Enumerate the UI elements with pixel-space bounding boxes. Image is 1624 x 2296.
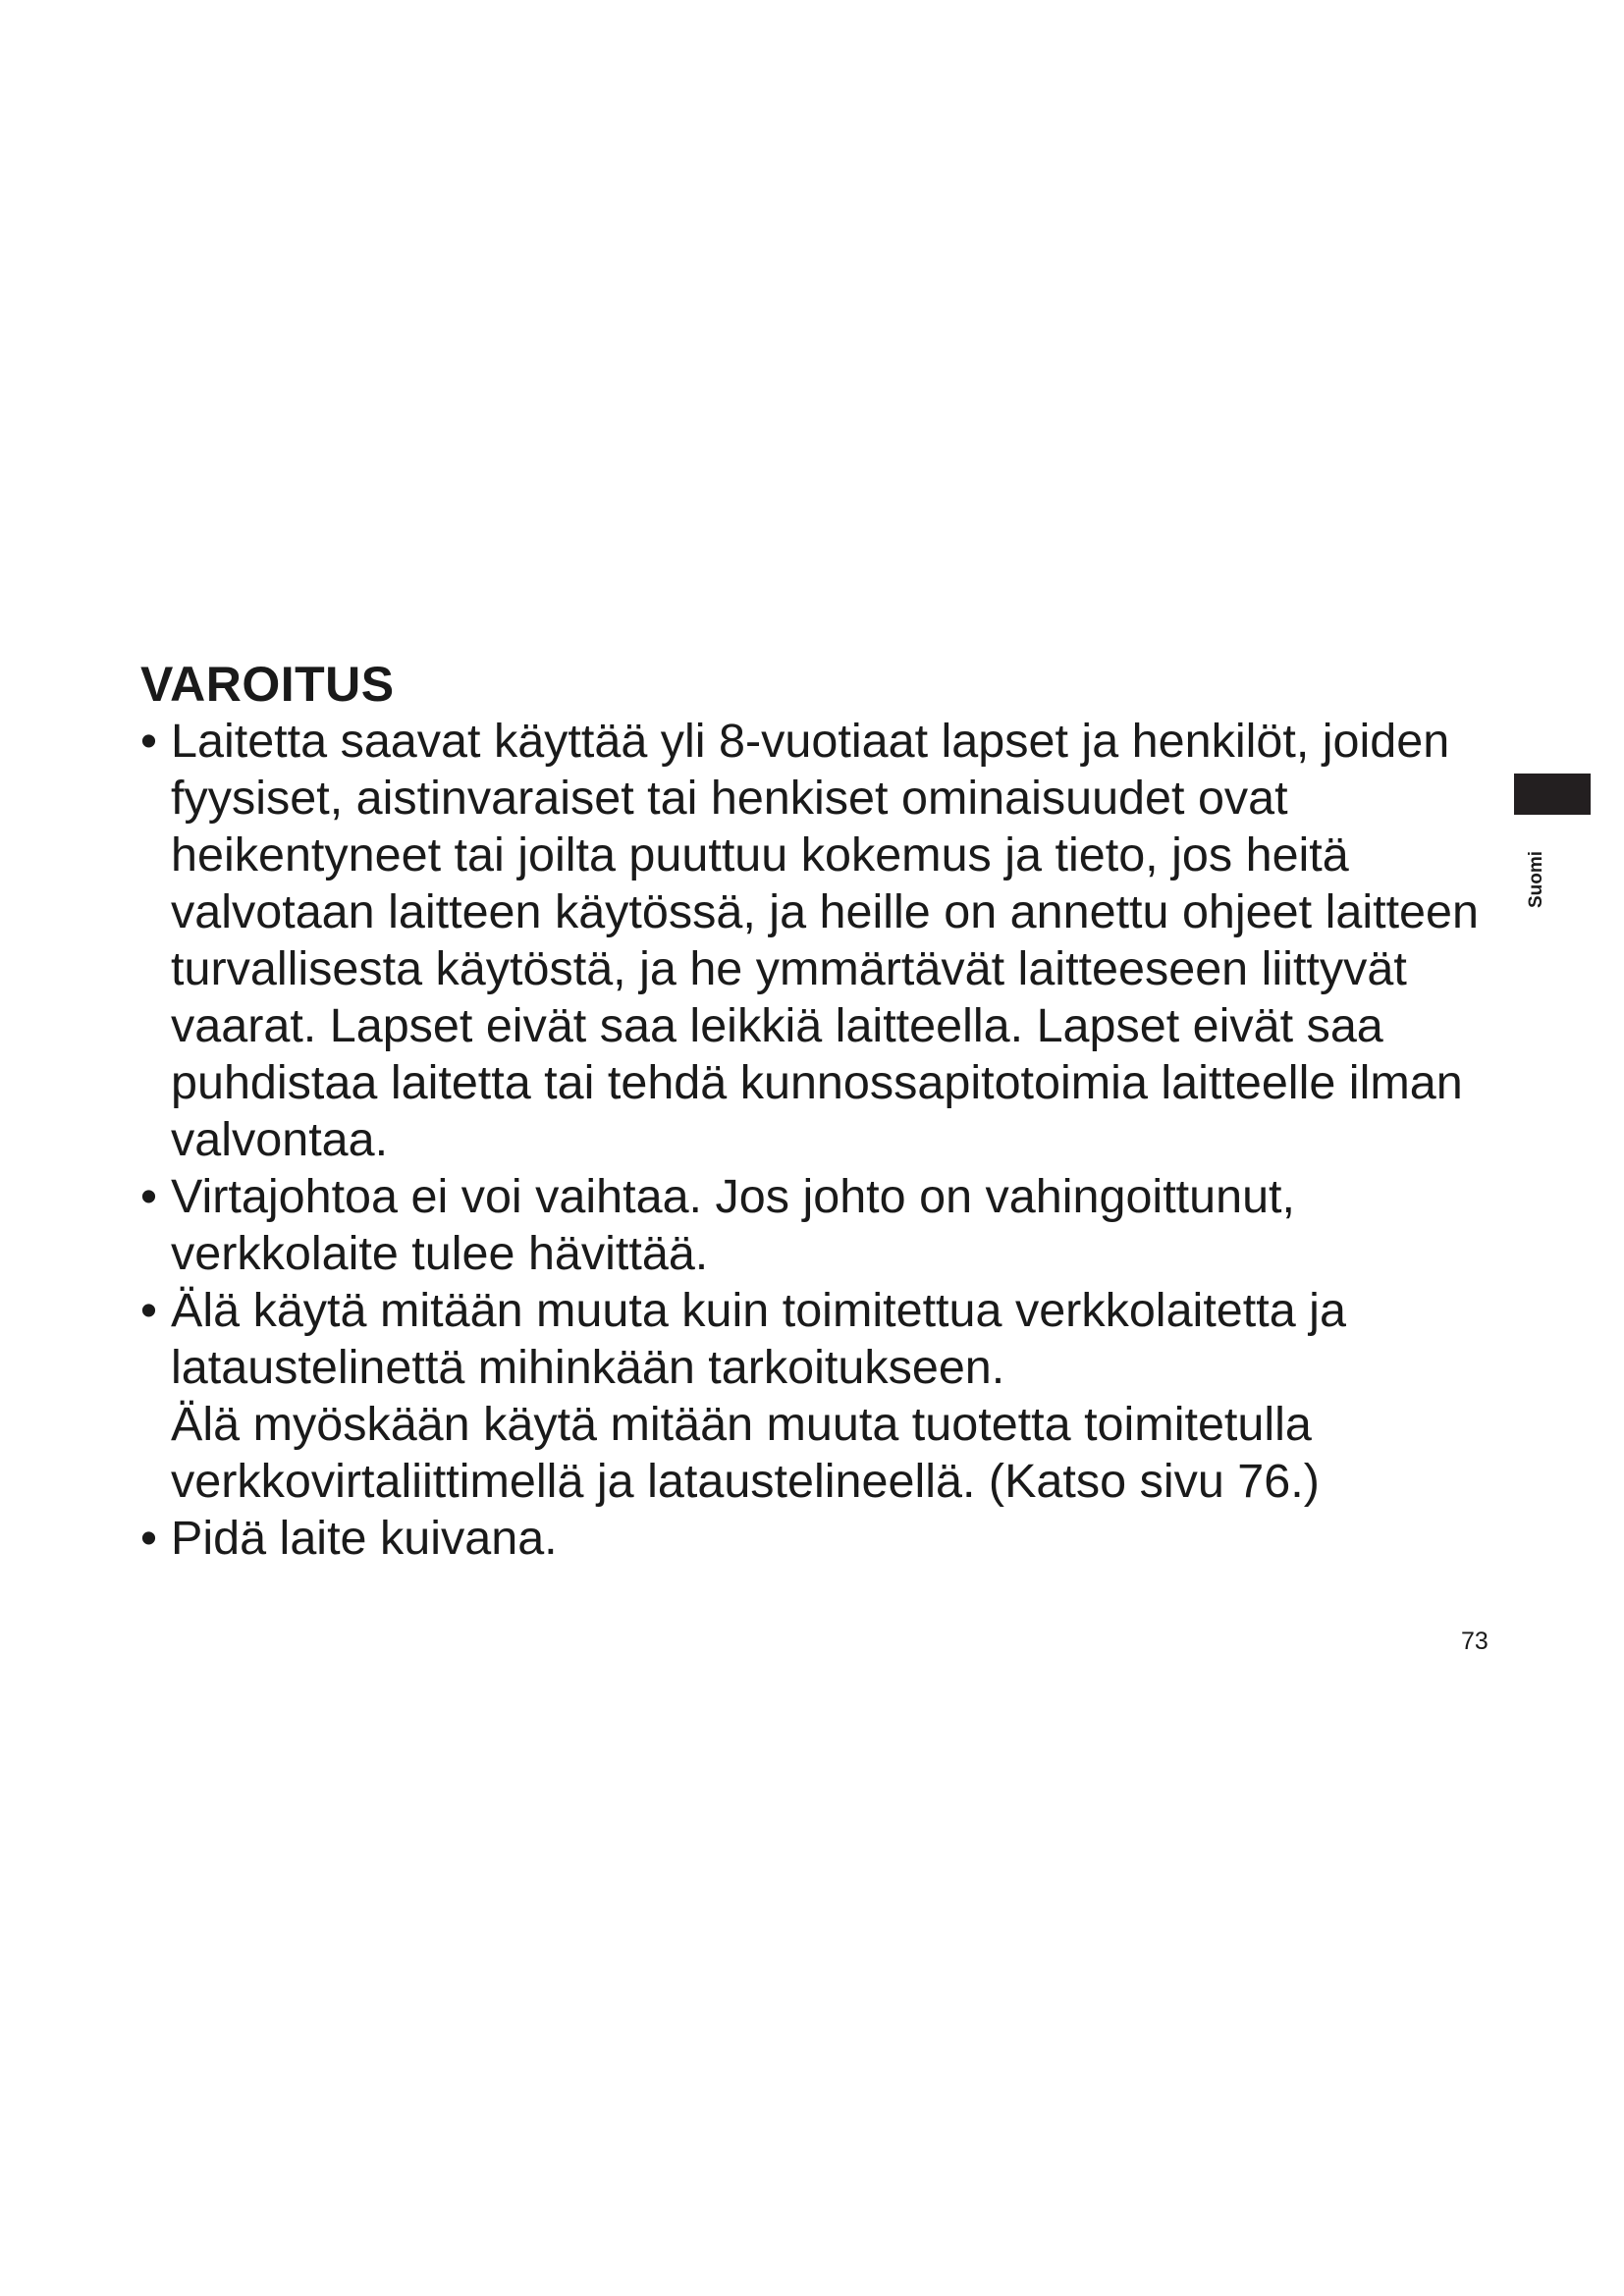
warning-text: Virtajohtoa ei voi vaihtaa. Jos johto on vahingoittunut, verkkolaite tulee hävittää. bbox=[171, 1170, 1296, 1280]
warning-item bbox=[140, 1168, 1495, 1282]
warning-text: Älä käytä mitään muuta kuin toimitettua verkkolaitetta ja lataustelinettä mihinkään tarkoitukseen. bbox=[171, 1284, 1346, 1394]
warning-text: Laitetta saavat käyttää yli 8-vuotiaat lapset ja henkilöt, joiden fyysiset, aistinvaraiset tai henkiset ominaisuudet ovat heikentyneet tai joilta puuttuu kokemus ja tieto, jos heitä valvotaan laitteen käytössä, ja heille on annettu ohjeet laitteen turvallisesta käytöstä, ja he ymmärtävät laitteeseen liittyvät vaarat. Lapset eivät saa leikkiä laitteella. Lapset eivät saa puhdistaa laitetta tai tehdä kunnossapitotoimia laitteelle ilman valvontaa. bbox=[171, 715, 1479, 1166]
warning-text: Älä myöskään käytä mitään muuta tuotetta toimitetulla verkkovirtaliittimellä ja lataustelineellä. (Katso sivu 76.) bbox=[171, 1398, 1320, 1508]
warning-section bbox=[140, 656, 1495, 1567]
page-number: 73 bbox=[1461, 1628, 1489, 1655]
warning-item bbox=[140, 713, 1495, 1168]
warning-list bbox=[140, 713, 1495, 1567]
warning-text: Pidä laite kuivana. bbox=[171, 1512, 558, 1565]
language-label: Suomi bbox=[1526, 850, 1546, 908]
warning-item bbox=[140, 1510, 1495, 1567]
language-tab-marker bbox=[1514, 774, 1591, 815]
bullet-dot: • bbox=[140, 1284, 157, 1337]
bullet-dot: • bbox=[140, 1170, 157, 1223]
warning-item bbox=[140, 1282, 1495, 1510]
bullet-dot: • bbox=[140, 715, 157, 768]
warning-heading: VAROITUS bbox=[140, 657, 395, 712]
bullet-dot: • bbox=[140, 1512, 157, 1565]
